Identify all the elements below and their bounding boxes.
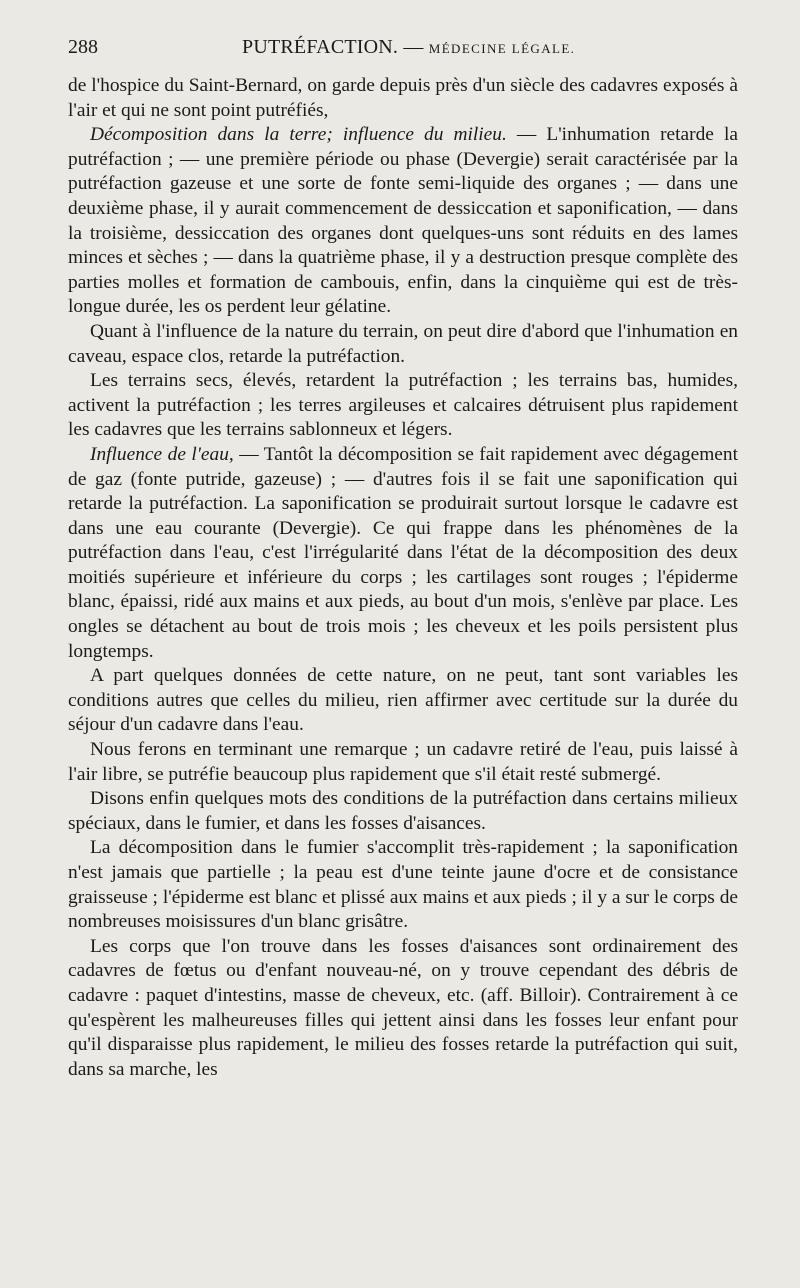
paragraph: Les terrains secs, élevés, retardent la putréfaction ; les terrains bas, humides, activent la putréfaction ; les terres argileuses et calcaires détruisent plus rapidement les cadavres que les terrains sablonneux et légers. <box>68 370 738 441</box>
title-section: MÉDECINE LÉGALE. <box>428 41 576 56</box>
section-heading: Décomposition dans la terre; influence du milieu. <box>90 124 507 146</box>
running-header <box>68 36 740 66</box>
paragraph: Nous ferons en terminant une remarque ; un cadavre retiré de l'eau, puis laissé à l'air libre, se putréfie beaucoup plus rapidement que s'il était resté submergé. <box>68 739 738 785</box>
paragraph: A part quelques données de cette nature, on ne peut, tant sont variables les conditions autres que celles du milieu, rien affirmer avec certitude sur la durée du séjour d'un cadavre dans l'eau. <box>68 665 738 736</box>
body-text <box>68 74 738 1082</box>
paragraph: Disons enfin quelques mots des conditions de la putréfaction dans certains milieux spéciaux, dans le fumier, et dans les fosses d'aisances. <box>68 788 738 834</box>
paragraph: Les corps que l'on trouve dans les fosses d'aisances sont ordinairement des cadavres de fœtus ou d'enfant nouveau-né, on y trouve cependant des débris de cadavre : paquet d'intestins, masse de cheveux, etc. (aff. Billoir). Contrairement à ce qu'espèrent les malheureuses filles qui jettent ainsi dans les fosses leur enfant pour qu'il disparaisse plus rapidement, le milieu des fosses retarde la putréfaction qui suit, dans sa marche, les <box>68 935 738 1080</box>
paragraph: Influence de l'eau, — Tantôt la décomposition se fait rapidement avec dégagement de gaz (fonte putride, gazeuse) ; — d'autres fois il se fait une saponification qui retarde la putréfaction. La saponification se produirait surtout lorsque le cadavre est dans une eau courante (Devergie). Ce qui frappe dans les phénomènes de la putréfaction dans l'eau, c'est l'irrégularité dans l'état de la décomposition des deux moitiés supérieure et inférieure du corps ; les cartilages sont rouges ; l'épiderme blanc, épaissi, ridé aux mains et aux pieds, au bout d'un mois, s'enlève par place. Les ongles se détachent au bout de trois mois ; les cheveux et les poils persistent plus longtemps. <box>68 443 738 662</box>
paragraph: Décomposition dans la terre; influence du milieu. — L'inhumation retarde la putréfaction ; — une première période ou phase (Devergie) serait caractérisée par la putréfaction gazeuse et une sorte de fonte semi-liquide des organes ; — dans une deuxième phase, il y aurait commencement de dessiccation et saponification, — dans la troisième, dessiccation des organes dont quelques-uns sont réduits en des lames minces et sèches ; — dans la quatrième phase, il y a destruction presque complète des parties molles et formation de cambouis, enfin, dans la cinquième qui est de très-longue durée, les os perdent leur gélatine. <box>68 124 738 318</box>
running-title <box>242 36 575 59</box>
paragraph: Quant à l'influence de la nature du terrain, on peut dire d'abord que l'inhumation en caveau, espace clos, retarde la putréfaction. <box>68 320 738 367</box>
page-number: 288 <box>68 36 98 58</box>
paragraph: La décomposition dans le fumier s'accomplit très-rapidement ; la saponification n'est jamais que partielle ; la peau est d'une teinte jaune d'ocre et de consistance graisseuse ; l'épiderme est blanc et plissé aux mains et aux pieds ; il y a sur le corps de nombreuses moisissures d'un blanc grisâtre. <box>68 837 738 933</box>
paragraph: de l'hospice du Saint-Bernard, on garde depuis près d'un siècle des cadavres exposés à l'air et qui ne sont point putréfiés, <box>68 75 738 121</box>
title-main: PUTRÉFACTION. — <box>242 36 424 58</box>
section-heading: Influence de l'eau, <box>90 443 234 465</box>
